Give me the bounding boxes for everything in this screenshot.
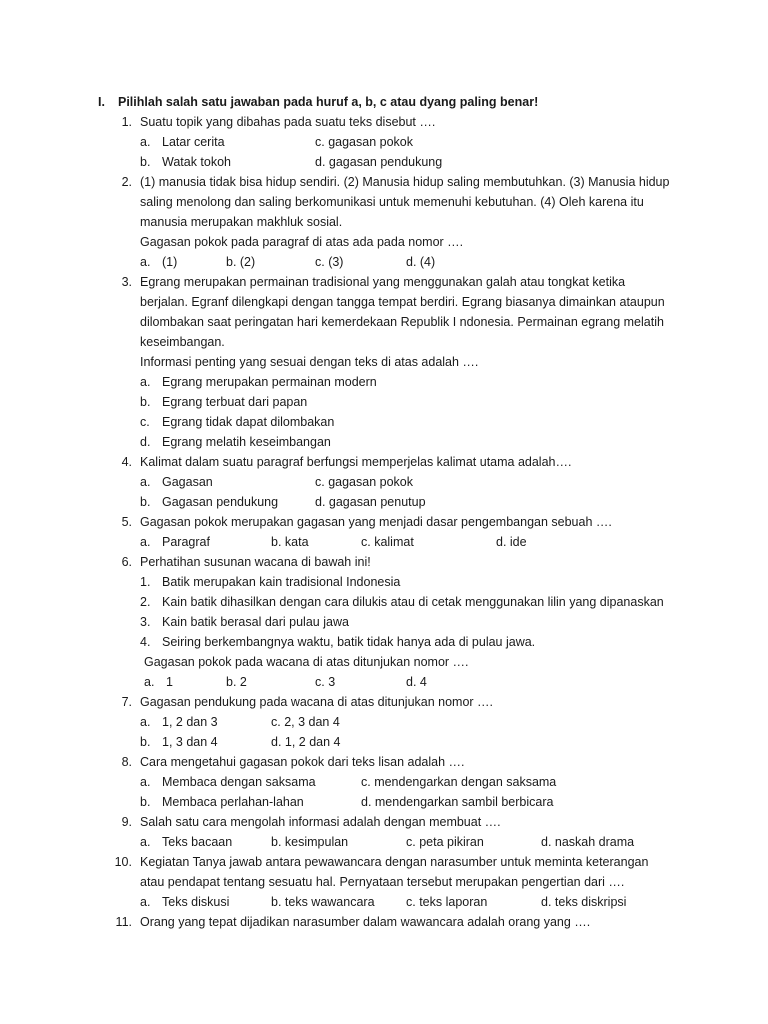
answer-option[interactable]: d. mendengarkan sambil berbicara [361,795,554,809]
answer-option[interactable]: a. Egrang merupakan permainan modern [140,375,377,389]
answer-option[interactable]: c. 3 [315,675,336,689]
question-number: 6. [121,555,132,569]
answer-option[interactable]: d. naskah drama [541,835,635,849]
question-number: 9. [121,815,132,829]
answer-option[interactable]: c. mendengarkan dengan saksama [361,775,557,789]
answer-option[interactable]: b. kata [271,535,309,549]
question-text: Orang yang tepat dijadikan narasumber dalam wawancara adalah orang yang …. [140,915,591,929]
discourse-sentence: 3. Kain batik berasal dari pulau jawa [140,615,349,629]
question-text: manusia merupakan makhluk sosial. [140,215,343,229]
instruction-text: Pilihlah salah satu jawaban pada huruf a, b, c atau dyang paling benar! [118,95,539,109]
answer-option[interactable]: d. teks diskripsi [541,895,627,909]
answer-option[interactable]: d. gagasan penutup [315,495,426,509]
answer-option[interactable]: d. 4 [406,675,427,689]
answer-option[interactable]: a. Teks diskusi [140,895,230,909]
question-text: atau pendapat tentang sesuatu hal. Pernyataan tersebut merupakan pengertian dari …. [140,875,625,889]
question-prompt: Informasi penting yang sesuai dengan teks di atas adalah …. [140,355,479,369]
answer-option[interactable]: c. teks laporan [406,895,488,909]
answer-option[interactable]: b. (2) [226,255,256,269]
question-text: Egrang merupakan permainan tradisional yang menggunakan galah atau tongkat ketika [140,275,626,289]
question-text: Gagasan pokok merupakan gagasan yang menjadi dasar pengembangan sebuah …. [140,515,612,529]
answer-option[interactable]: b. Egrang terbuat dari papan [140,395,308,409]
answer-option[interactable]: c. gagasan pokok [315,475,413,489]
discourse-sentence: 2. Kain batik dihasilkan dengan cara dilukis atau di cetak menggunakan lilin yang dipanaskan [140,595,664,609]
discourse-sentence: 4. Seiring berkembangnya waktu, batik tidak hanya ada di pulau jawa. [140,635,536,649]
question-text: keseimbangan. [140,335,225,349]
answer-option[interactable]: d. Egrang melatih keseimbangan [140,435,331,449]
answer-option[interactable]: c. 2, 3 dan 4 [271,715,340,729]
answer-option[interactable]: b. Watak tokoh [140,155,232,169]
answer-option[interactable]: b. teks wawancara [271,895,375,909]
question-text: Kegiatan Tanya jawab antara pewawancara dengan narasumber untuk meminta keterangan [140,855,649,869]
answer-option[interactable]: b. 2 [226,675,247,689]
answer-option[interactable]: a. Teks bacaan [140,835,233,849]
question-text: Gagasan pendukung pada wacana di atas ditunjukan nomor …. [140,695,494,709]
question-number: 7. [121,695,132,709]
question-text: Kalimat dalam suatu paragraf berfungsi memperjelas kalimat utama adalah…. [140,455,572,469]
question-text: saling menolong dan saling berkomunikasi untuk memenuhi kebutuhan. (4) Oleh karena itu [140,195,644,209]
answer-option[interactable]: c. peta pikiran [406,835,484,849]
question-text: dilombakan saat peringatan hari kemerdekaan Republik I ndonesia. Permainan egrang melatih [140,315,664,329]
answer-option[interactable]: a. 1, 2 dan 3 [140,715,218,729]
answer-option[interactable]: b. Membaca perlahan-lahan [140,795,304,809]
answer-option[interactable]: b. 1, 3 dan 4 [140,735,218,749]
answer-option[interactable]: c. kalimat [361,535,414,549]
answer-option[interactable]: d. ide [496,535,527,549]
question-text: Perhatihan susunan wacana di bawah ini! [140,555,371,569]
answer-option[interactable]: a. Gagasan [140,475,213,489]
answer-option[interactable]: a. 1 [144,675,173,689]
answer-option[interactable]: d. 1, 2 dan 4 [271,735,341,749]
question-number: 1. [121,115,132,129]
question-number: 5. [121,515,132,529]
question-number: 2. [121,175,132,189]
answer-option[interactable]: c. (3) [315,255,344,269]
answer-option[interactable]: d. (4) [406,255,436,269]
answer-option[interactable]: a. Latar cerita [140,135,225,149]
question-number: 8. [121,755,132,769]
question-text: Cara mengetahui gagasan pokok dari teks lisan adalah …. [140,755,465,769]
answer-option[interactable]: b. kesimpulan [271,835,349,849]
question-text: Suatu topik yang dibahas pada suatu teks disebut …. [140,115,436,129]
question-number: 10. [114,855,132,869]
answer-option[interactable]: c. gagasan pokok [315,135,413,149]
question-number: 4. [121,455,132,469]
question-text: (1) manusia tidak bisa hidup sendiri. (2) Manusia hidup saling membutuhkan. (3) Manusia hidup [140,175,670,189]
section-instruction [98,92,538,112]
answer-option[interactable]: b. Gagasan pendukung [140,495,279,509]
question-number: 11. [115,915,132,929]
question-text: berjalan. Egranf dilengkapi dengan tangga tempat berdiri. Egrang biasanya dimainkan ataupun [140,295,665,309]
answer-option[interactable]: a. (1) [140,255,178,269]
answer-option[interactable]: a. Membaca dengan saksama [140,775,316,789]
answer-option[interactable]: c. Egrang tidak dapat dilombakan [140,415,335,429]
question-number: 3. [121,275,132,289]
answer-option[interactable]: d. gagasan pendukung [315,155,443,169]
discourse-sentence: 1. Batik merupakan kain tradisional Indonesia [140,575,401,589]
question-text: Salah satu cara mengolah informasi adalah dengan membuat …. [140,815,501,829]
section-numeral: I. [98,95,105,109]
answer-option[interactable]: a. Paragraf [140,535,210,549]
question-prompt: Gagasan pokok pada paragraf di atas ada pada nomor …. [140,235,464,249]
question-prompt: Gagasan pokok pada wacana di atas ditunjukan nomor …. [144,655,469,669]
